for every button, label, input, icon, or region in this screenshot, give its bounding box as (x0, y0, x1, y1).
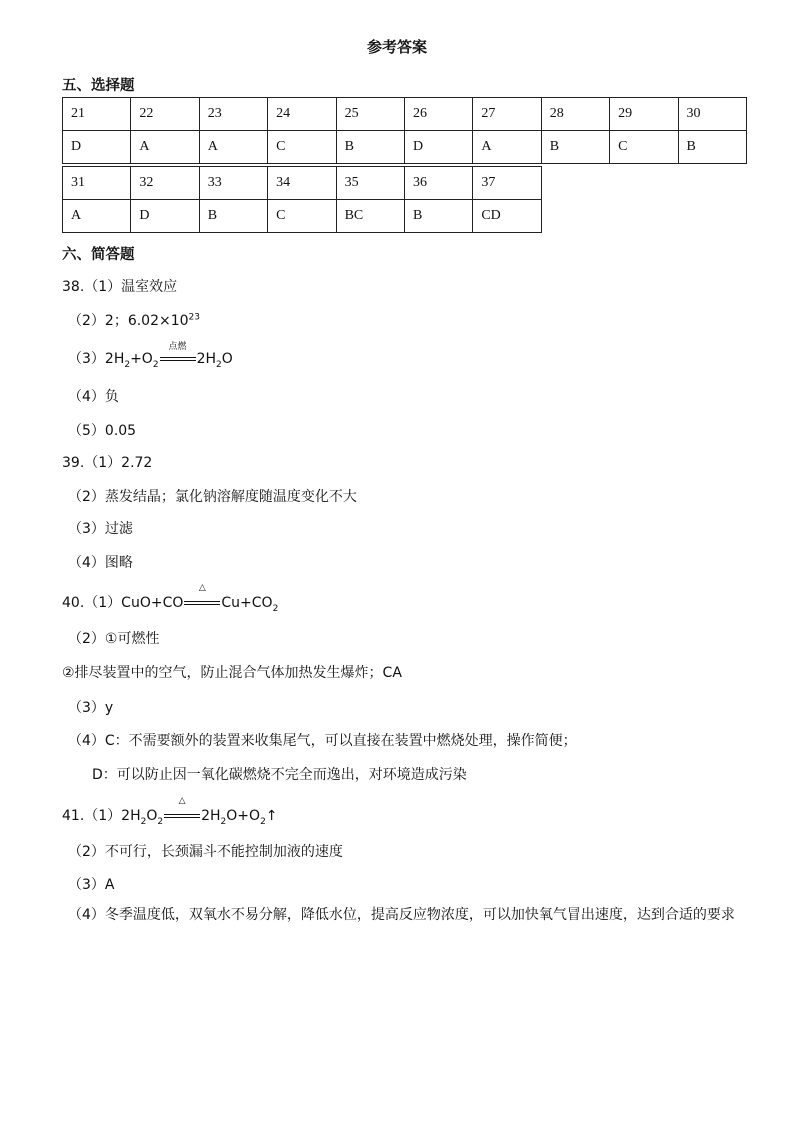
table-cell: BC (336, 200, 404, 233)
table-cell: 25 (336, 98, 404, 131)
table-row (63, 167, 542, 200)
answer-table-1 (62, 97, 747, 164)
reaction-condition-arrow: 点燃 (159, 351, 197, 367)
table-cell: B (404, 200, 472, 233)
reaction-condition-arrow: △ (183, 595, 221, 611)
table-cell: B (199, 200, 267, 233)
table-cell: D (131, 200, 199, 233)
table-cell: A (199, 131, 267, 164)
q38-answer-5: （5）0.05 (68, 423, 137, 439)
table-cell: 33 (199, 167, 267, 200)
table-row (63, 200, 542, 233)
table-cell: B (678, 131, 746, 164)
table-cell: 29 (610, 98, 678, 131)
q41-answer-1: $41.(1)2H_2O_2$ △ $2H_2O+O_2↑$ (62, 796, 278, 827)
table-cell: 31 (63, 167, 131, 200)
q38-answer-3: $(3)2H_2+O_2$ 点燃 $2H_2O$ (68, 342, 233, 370)
table-cell: B (336, 131, 404, 164)
q41-answer-3: （3）A (68, 877, 115, 893)
table-row (63, 98, 747, 131)
table-cell: 22 (131, 98, 199, 131)
q40-answer-4c: （4）C：不需要额外的装置来收集尾气，可以直接在装置中燃烧处理，操作简便； (68, 733, 577, 749)
q39-answer-4: （4）图略 (68, 555, 133, 571)
table-cell: 35 (336, 167, 404, 200)
table-cell: C (268, 200, 336, 233)
table-cell: C (610, 131, 678, 164)
q39-answer-3: （3）过滤 (68, 521, 133, 537)
q40-answer-4d: D：可以防止因一氧化碳燃烧不完全而逸出，对环境造成污染 (92, 767, 467, 783)
page-title: 参考答案 (366, 38, 427, 56)
table-cell: CD (473, 200, 542, 233)
table-row (63, 131, 747, 164)
table-cell: D (63, 131, 131, 164)
section-heading-short-answer: 六、简答题 (62, 247, 135, 263)
table-cell: 30 (678, 98, 746, 131)
table-cell: 23 (199, 98, 267, 131)
table-cell: A (473, 131, 541, 164)
q40-answer-2: （2）①可燃性 (68, 631, 160, 647)
table-cell: C (268, 131, 336, 164)
q39-answer-1: 39.（1）2.72 (62, 455, 153, 471)
table-cell: 24 (268, 98, 336, 131)
table-cell: 21 (63, 98, 131, 131)
table-cell: 27 (473, 98, 541, 131)
table-cell: 26 (404, 98, 472, 131)
q39-answer-2: （2）蒸发结晶；氯化钠溶解度随温度变化不大 (68, 489, 357, 505)
table-cell: 32 (131, 167, 199, 200)
q41-answer-4: （4）冬季温度低，双氧水不易分解，降低水位，提高反应物浓度，可以加快氧气冒出速度，达到合适的要求 (68, 907, 735, 923)
section-heading-choice: 五、选择题 (62, 78, 135, 94)
q38-answer-2: （2）2；$6.02\times 10^{23}$ (68, 312, 200, 329)
q38-answer-1: 38.（1）温室效应 (62, 279, 178, 295)
q38-answer-4: （4）负 (68, 389, 119, 405)
table-cell: A (131, 131, 199, 164)
reaction-condition-arrow: △ (163, 808, 201, 824)
q40-answer-2b: ②排尽装置中的空气，防止混合气体加热发生爆炸；CA (62, 665, 402, 681)
table-cell: A (63, 200, 131, 233)
table-cell: 36 (404, 167, 472, 200)
answer-table-2 (62, 166, 542, 233)
q41-answer-2: （2）不可行，长颈漏斗不能控制加液的速度 (68, 844, 343, 860)
q40-answer-3: （3）y (68, 700, 114, 716)
table-cell: D (404, 131, 472, 164)
table-cell: 34 (268, 167, 336, 200)
table-cell: 37 (473, 167, 542, 200)
table-cell: 28 (541, 98, 609, 131)
table-cell: B (541, 131, 609, 164)
q40-answer-1: 40.（1）CuO+CO △ $Cu+CO_2$ (62, 583, 279, 614)
